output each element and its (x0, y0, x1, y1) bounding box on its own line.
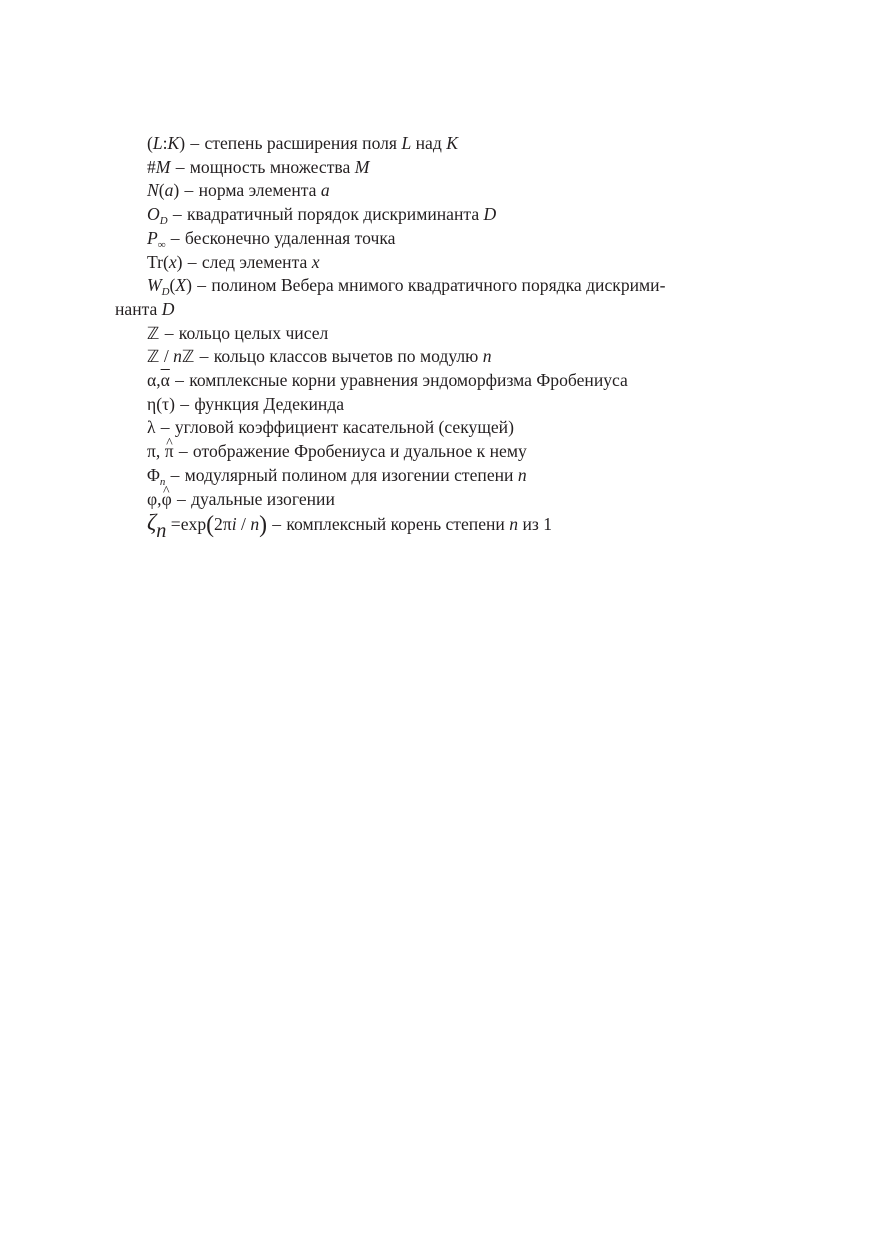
notation-description: дуальные изогении (191, 488, 335, 509)
notation-entry (115, 274, 785, 321)
notation-symbol: η(τ) (147, 393, 175, 414)
notation-list (115, 132, 785, 544)
notation-entry (115, 203, 785, 227)
notation-entry (115, 369, 785, 393)
separator-dash: – (170, 370, 189, 391)
notation-description: модулярный полином для изогении степени (184, 464, 514, 485)
notation-symbol: ℤ / nℤ (147, 346, 195, 367)
notation-symbol: (L:K) (147, 133, 186, 153)
notation-entry (115, 251, 785, 275)
notation-description: комплексные корни уравнения эндоморфизма Фробениуса (189, 370, 628, 391)
notation-symbol: λ (147, 417, 156, 438)
notation-tail: n (517, 464, 527, 485)
notation-description: мощность множества (189, 156, 351, 177)
notation-description: кольцо целых чисел (178, 322, 329, 343)
separator-dash: – (267, 514, 286, 535)
notation-description: угловой коэффициент касательной (секущей) (174, 417, 514, 438)
notation-entry (115, 227, 785, 251)
notation-entry (115, 345, 785, 369)
notation-description: норма элемента (198, 180, 317, 201)
notation-entry (115, 132, 785, 156)
notation-symbol: φ,^ φ (147, 489, 172, 509)
notation-entry (115, 488, 785, 512)
notation-symbol: $\alpha,\overline{\alpha}$ (147, 370, 170, 391)
notation-symbol: $P_\infty$ (147, 227, 166, 251)
separator-dash: – (192, 275, 211, 296)
separator-dash: – (160, 322, 178, 343)
notation-entry (115, 464, 785, 488)
notation-description: комплексный корень степени (286, 514, 505, 535)
notation-entry (115, 179, 785, 203)
separator-dash: – (195, 346, 213, 367)
notation-symbol: ℤ (147, 322, 160, 343)
notation-symbol: $O_D$ (147, 204, 168, 227)
notation-description: бесконечно удаленная точка (184, 227, 396, 248)
separator-dash: – (180, 180, 198, 201)
notation-tail: n (482, 346, 492, 367)
notation-entry (115, 322, 785, 346)
notation-description: кольцо классов вычетов по модулю (213, 346, 479, 367)
notation-description: функция Дедекинда (194, 393, 345, 414)
separator-dash: – (166, 464, 184, 485)
notation-symbol: $W_D(X)$ (147, 275, 193, 299)
notation-symbol: $\Phi_n$ (147, 464, 166, 488)
notation-symbol: ζn =exp(2πi / n) (147, 510, 268, 543)
separator-dash: – (166, 227, 184, 248)
notation-entry (115, 156, 785, 180)
notation-entry (115, 416, 785, 440)
separator-dash: – (172, 488, 191, 509)
notation-description: степень расширения поля (204, 133, 398, 153)
notation-symbol: #M (147, 156, 171, 177)
notation-tail: M (354, 156, 370, 177)
notation-entry (115, 511, 785, 544)
notation-tail: a (320, 180, 330, 201)
separator-dash: – (156, 417, 174, 438)
notation-symbol: π, ^ π (147, 441, 174, 461)
notation-tail: D (483, 204, 497, 225)
notation-symbol: N(a) (147, 180, 180, 201)
notation-symbol: Tr(x) (147, 251, 183, 272)
notation-description: след элемента (201, 251, 308, 272)
separator-dash: – (175, 393, 194, 414)
notation-entry (115, 440, 785, 464)
notation-tail: x (311, 251, 320, 272)
separator-dash: – (171, 156, 189, 177)
notation-continuation: нанта D (115, 298, 175, 319)
notation-description: полином Вебера мнимого квадратичного порядка дискрими- (211, 275, 666, 296)
notation-tail: L над K (401, 133, 458, 153)
notation-description: квадратичный порядок дискриминанта (186, 204, 480, 225)
notation-tail: n из 1 (509, 514, 553, 535)
notation-entry (115, 393, 785, 417)
separator-dash: – (174, 441, 193, 462)
separator-dash: – (186, 133, 204, 153)
notation-description: отображение Фробениуса и дуальное к нему (192, 441, 527, 462)
separator-dash: – (168, 204, 187, 225)
separator-dash: – (183, 251, 201, 272)
